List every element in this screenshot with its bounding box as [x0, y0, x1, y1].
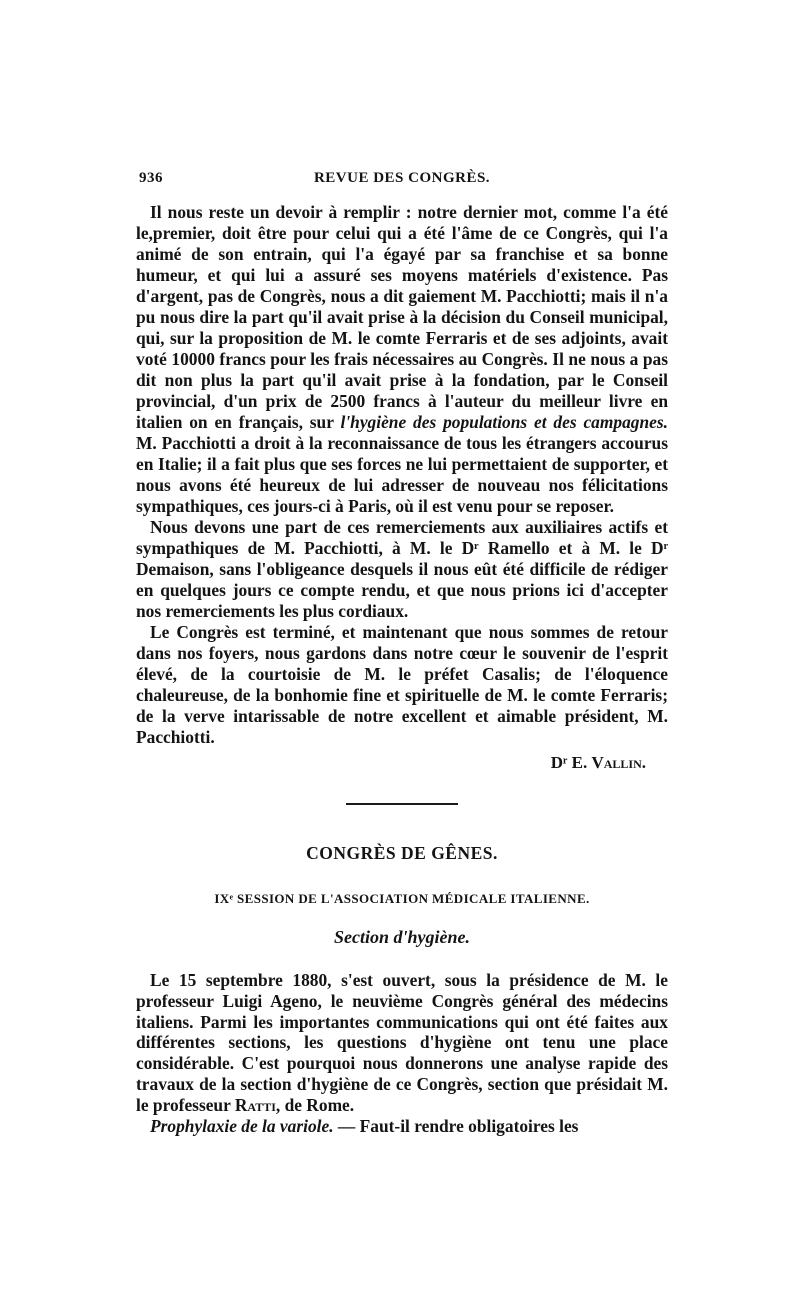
page-number: 936 — [139, 170, 163, 186]
paragraph-text: M. Pacchiotti a droit à la reconnaissance de tous les étrangers accourus en Italie; il a fait plus que ses forces ne lui permettaient de supporter, et nous avons été heureux de lui adresser de nouveau nos félicitations sympathiques, ces jours-ci à Paris, où il est venu pour se reposer. — [136, 433, 668, 516]
paragraph: Le Congrès est terminé, et maintenant que nous sommes de retour dans nos foyers, nous gardons dans notre cœur le souvenir de l'esprit élevé, de la courtoisie de M. le préfet Casalis; de l'éloquence chaleureuse, de la bonhomie fine et spirituelle de M. le comte Ferraris; de la verve intarissable de notre excellent et aimable président, M. Pacchiotti. — [136, 622, 668, 747]
paragraph — [136, 202, 668, 517]
page — [136, 166, 668, 1136]
person-name: Ratti — [234, 1094, 276, 1115]
signature-name: Vallin. — [591, 753, 646, 772]
paragraph-text: Le 15 septembre 1880, s'est ouvert, sous la présidence de M. le professeur Luigi Ageno, le neuvième Congrès général des médecins italiens. Parmi les importantes communications qui ont été faites aux différentes sections, les questions d'hygiène ont tenu une place considérable. C'est pourquoi nous donnerons une analyse rapide des travaux de la section d'hygiène de ce Congrès, section que présidait M. le professeur — [136, 970, 668, 1115]
session-title: IXᵉ SESSION DE L'ASSOCIATION MÉDICALE ITALIENNE. — [214, 891, 590, 906]
topic-heading: Prophylaxie de la variole. — [150, 1115, 334, 1136]
paragraph-text: — Faut-il rendre obligatoires les — [333, 1115, 579, 1136]
paragraph-text: , de Rome. — [275, 1094, 355, 1115]
signature — [136, 752, 668, 773]
paragraph — [136, 1116, 668, 1137]
subsection-title: Section d'hygiène. — [334, 927, 470, 947]
emphasis-text: l'hygiène des populations et des campagnes. — [340, 412, 668, 432]
article-genes — [136, 970, 668, 1136]
paragraph-text: Il nous reste un devoir à remplir : notre dernier mot, comme l'a été le,premier, doit être pour celui qui a été l'âme de ce Congrès, qui l'a animé de son entrain, qui l'a égayé par sa franchise et sa bonne humeur, et qui lui a assuré ses moyens matériels d'existence. Pas d'argent, pas de Congrès, nous a dit gaiement M. Pacchiotti; mais il n'a pu nous dire la part qu'il avait prise à la décision du Conseil municipal, qui, sur la proposition de M. le comte Ferraris et de ses adjoints, avait voté 10000 francs pour les frais nécessaires au Congrès. Il ne nous a pas dit non plus la part qu'il avait prise à la fondation, par le Conseil provincial, d'un prix de 2500 francs à l'auteur du meilleur livre en italien on en français, sur — [136, 202, 668, 432]
paragraph: Nous devons une part de ces remerciements aux auxiliaires actifs et sympathiques de M. Pacchiotti, à M. le Dʳ Ramello et à M. le Dʳ Demaison, sans l'obligeance desquels il nous eût été difficile de rédiger en quelques jours ce compte rendu, et que nous prions ici d'accepter nos remerciements les plus cordiaux. — [136, 517, 668, 621]
section-divider — [346, 803, 458, 805]
article-pacchiotti — [136, 202, 668, 773]
paragraph — [136, 970, 668, 1116]
signature-prefix: Dʳ E. — [550, 753, 592, 772]
running-head — [136, 166, 668, 190]
journal-title: REVUE DES CONGRÈS. — [313, 170, 491, 186]
section-title: CONGRÈS DE GÊNES. — [306, 843, 498, 863]
